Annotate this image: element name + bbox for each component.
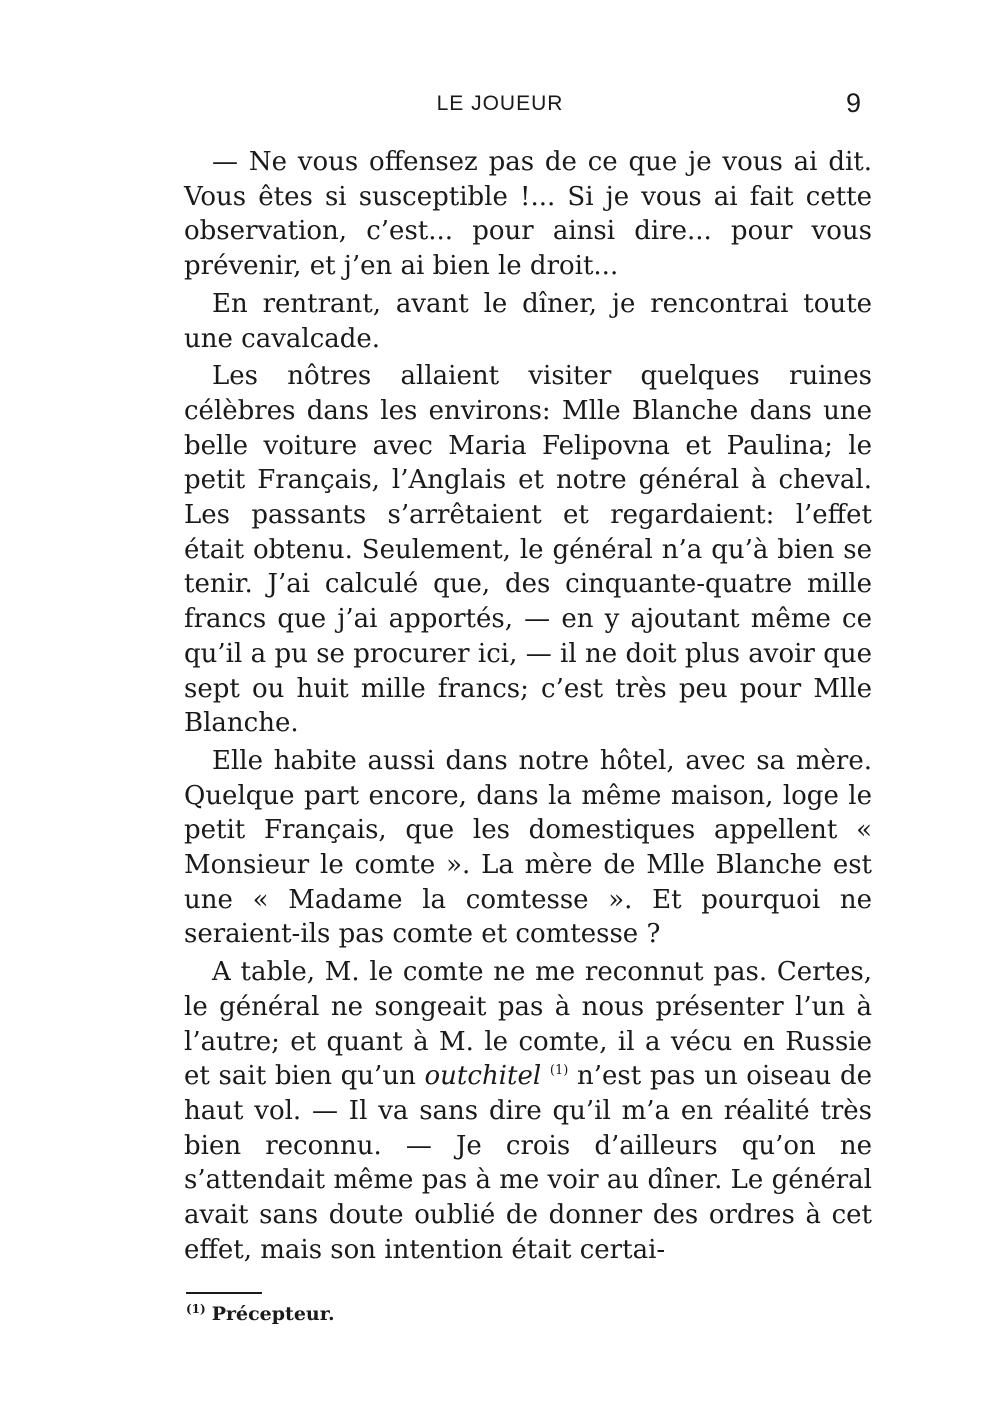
- paragraph: Les nôtres allaient visiter quelques ruines célèbres dans les environs: Mlle Blanche dans une belle voiture avec Maria Felipovna et Paulina; le petit Français, l’Anglais et notre général à cheval. Les passants s’arrêtaient et regardaient: l’effet était obtenu. Seulement, le général n’a qu’à bien se tenir. J’ai calculé que, des cinquante-quatre mille francs que j’ai apportés, — en y ajoutant même ce qu’il a pu se procurer ici, — il ne doit plus avoir que sept ou huit mille francs; c’est très peu pour Mlle Blanche.: [184, 361, 872, 739]
- paragraph-text-start: A table, M. le comte ne me reconnut pas. Certes, le général ne songeait pas à nous présenter l’un à l’autre; et quant à M. le comte, il a vécu en Russie et sait bien qu’un: [184, 957, 872, 1092]
- footnote-text: Précepteur.: [211, 1303, 335, 1325]
- paragraph: Elle habite aussi dans notre hôtel, avec sa mère. Quelque part encore, dans la même maison, loge le petit Français, que les domestiques appellent « Monsieur le comte ». La mère de Mlle Blanche est une « Madame la comtesse ». Et pourquoi ne seraient-ils pas comte et comtesse ?: [184, 745, 872, 950]
- footnote-divider: [186, 1292, 262, 1294]
- paragraph-text-end: n’est pas un oiseau de haut vol. — Il va sans dire qu’il m’a en réalité très bien reconnu. — Je crois d’ailleurs qu’on ne s’attendait même pas à me voir au dîner. Le général avait sans doute oublié de donner des ordres à cet effet, mais son intention était certai-: [184, 1061, 872, 1265]
- paragraph: En rentrant, avant le dîner, je rencontrai toute une cavalcade.: [184, 288, 872, 354]
- footnote-reference[interactable]: (1): [549, 1063, 569, 1079]
- footnote-mark: (1): [186, 1302, 206, 1316]
- paragraph-last: [184, 955, 872, 1267]
- paragraph: — Ne vous offensez pas de ce que je vous ai dit. Vous êtes si susceptible !... Si je vous ai fait cette observation, c’est... pour ainsi dire... pour vous prévenir, et j’en ai bien le droit...: [184, 147, 872, 282]
- running-header: [0, 88, 1000, 122]
- running-title: LE JOUEUR: [436, 92, 564, 115]
- footnote: [186, 1302, 872, 1325]
- page-number: 9: [846, 88, 862, 118]
- text-body: [184, 145, 872, 1271]
- italic-word-outchitel: outchitel: [424, 1061, 542, 1092]
